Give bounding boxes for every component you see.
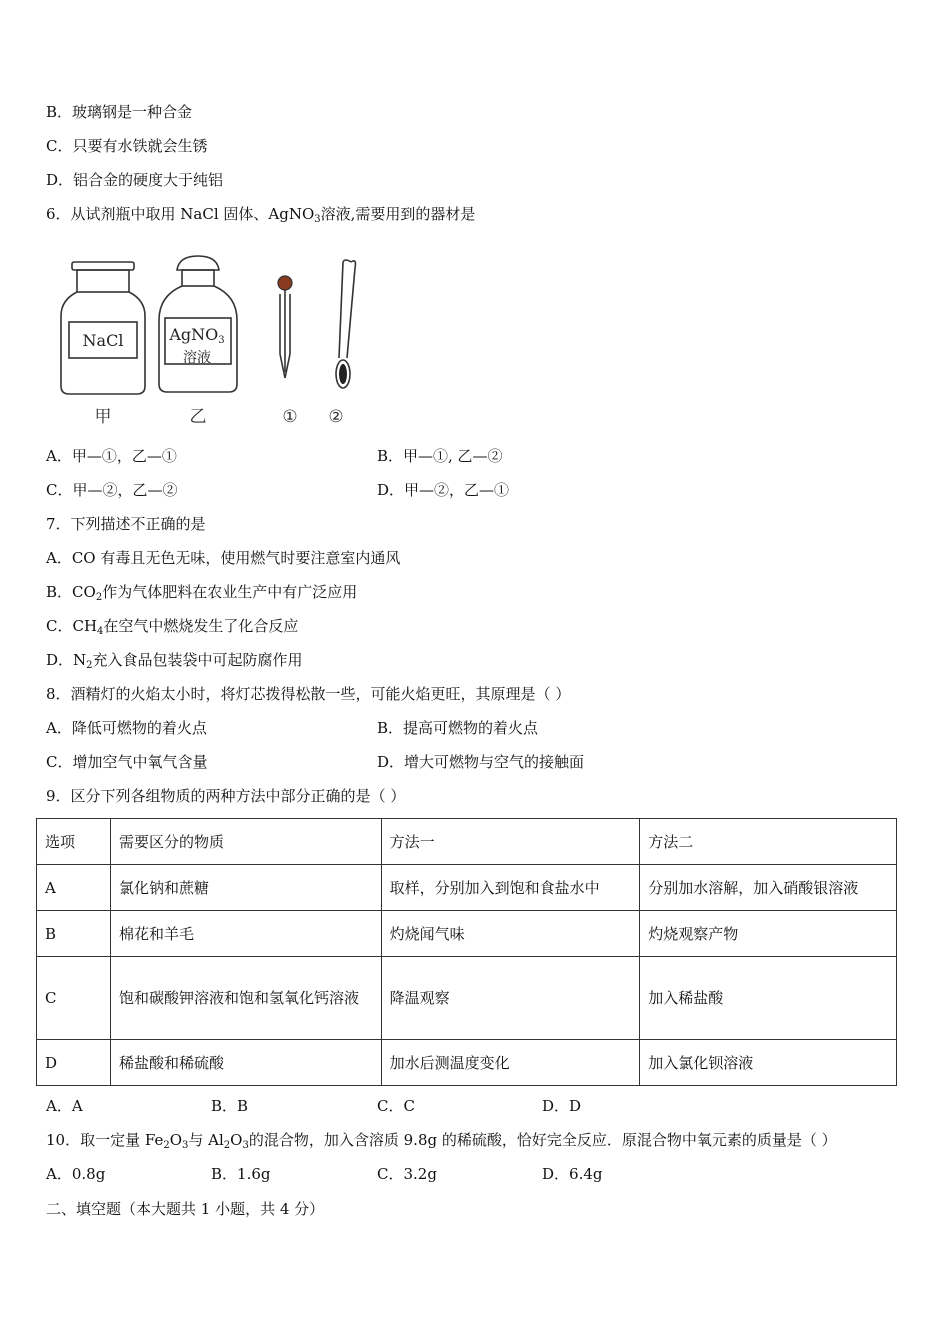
caption-yi: 乙 — [189, 407, 207, 427]
table-cell: 降温观察 — [381, 957, 640, 1040]
q10-stem: 10．取一定量 $Fe_2O_3$与 $Al_2O_3$的混合物，加入含溶质 9.8g 的稀硫酸，恰好完全反应．原混合物中氧元素的质量是（ ） — [46, 1131, 837, 1151]
q8-option-d: D．增大可燃物与空气的接触面 — [377, 753, 585, 771]
q7-option-b: B．$CO_2$作为气体肥料在农业生产中有广泛应用 — [46, 583, 358, 603]
table-cell: 加入稀盐酸 — [640, 957, 897, 1040]
q9-table — [36, 818, 897, 1086]
caption-1: ① — [282, 407, 298, 427]
table-cell: B — [37, 911, 111, 957]
table-cell: 氯化钠和蔗糖 — [110, 865, 381, 911]
table-header: 方法一 — [381, 819, 640, 865]
table-cell: C — [37, 957, 111, 1040]
table-cell: D — [37, 1040, 111, 1086]
q9-option-a: A．A — [46, 1097, 83, 1115]
table-cell: 饱和碳酸钾溶液和饱和氢氧化钙溶液 — [110, 957, 381, 1040]
table-cell: 棉花和羊毛 — [110, 911, 381, 957]
table-row — [37, 957, 897, 1040]
table-cell: 灼烧观察产物 — [640, 911, 897, 957]
q5-option-d: D．铝合金的硬度大于纯铝 — [46, 171, 224, 189]
q6-option-a: A．甲—①，乙—① — [46, 447, 177, 465]
q7-option-a: A．CO 有毒且无色无味，使用燃气时要注意室内通风 — [46, 549, 401, 567]
table-row — [37, 865, 897, 911]
table-header: 方法二 — [640, 819, 897, 865]
caption-jia: 甲 — [94, 407, 112, 427]
q9-option-c: C．C — [377, 1097, 415, 1115]
solution-label: 溶液 — [183, 350, 211, 366]
q7-option-c: C．$CH_4$在空气中燃烧发生了化合反应 — [46, 617, 299, 637]
q9-stem: 9．区分下列各组物质的两种方法中部分正确的是（ ） — [46, 787, 406, 805]
nacl-bottle-icon — [61, 262, 145, 394]
table-cell: 稀盐酸和稀硫酸 — [110, 1040, 381, 1086]
table-row — [37, 1040, 897, 1086]
q7-stem: 7．下列描述不正确的是 — [46, 515, 206, 533]
table-cell: 灼烧闻气味 — [381, 911, 640, 957]
agno3-bottle-icon — [159, 256, 237, 392]
table-cell: 分别加水溶解，加入硝酸银溶液 — [640, 865, 897, 911]
q9-option-d: D．D — [542, 1097, 582, 1115]
table-header-row — [37, 819, 897, 865]
q5-option-b: B．玻璃钢是一种合金 — [46, 103, 193, 121]
q6-option-b: B．甲—①, 乙—② — [377, 447, 503, 465]
lab-equipment-figure — [55, 250, 375, 430]
section-2-heading: 二、填空题（本大题共 1 小题，共 4 分） — [46, 1200, 325, 1218]
q7-option-d: D．$N_2$充入食品包装袋中可起防腐作用 — [46, 651, 303, 671]
nacl-label: NaCl — [82, 331, 124, 350]
table-cell: 加入氯化钡溶液 — [640, 1040, 897, 1086]
agno3-label: AgNO3 — [169, 325, 225, 346]
caption-2: ② — [328, 407, 344, 427]
q6-stem: 6．从试剂瓶中取用 NaCl 固体、AgNO$_3$溶液,需要用到的器材是 — [46, 205, 476, 225]
q6-option-c: C．甲—②，乙—② — [46, 481, 178, 499]
q8-option-c: C．增加空气中氧气含量 — [46, 753, 208, 771]
q8-stem: 8．酒精灯的火焰太小时，将灯芯拨得松散一些，可能火焰更旺，其原理是（ ） — [46, 685, 571, 703]
q9-option-b: B．B — [211, 1097, 249, 1115]
q10-option-c: C．3.2g — [377, 1165, 437, 1183]
table-header: 选项 — [37, 819, 111, 865]
table-cell: 取样，分别加入到饱和食盐水中 — [381, 865, 640, 911]
dropper-icon — [280, 290, 290, 378]
q5-option-c: C．只要有水铁就会生锈 — [46, 137, 208, 155]
table-header: 需要区分的物质 — [110, 819, 381, 865]
q6-option-d: D．甲—②，乙—① — [377, 481, 510, 499]
q10-option-d: D．6.4g — [542, 1165, 603, 1183]
q8-option-b: B．提高可燃物的着火点 — [377, 719, 539, 737]
table-cell: 加水后测温度变化 — [381, 1040, 640, 1086]
q10-option-b: B．1.6g — [211, 1165, 271, 1183]
q10-option-a: A．0.8g — [46, 1165, 106, 1183]
table-cell: A — [37, 865, 111, 911]
q8-option-a: A．降低可燃物的着火点 — [46, 719, 207, 737]
table-row — [37, 911, 897, 957]
